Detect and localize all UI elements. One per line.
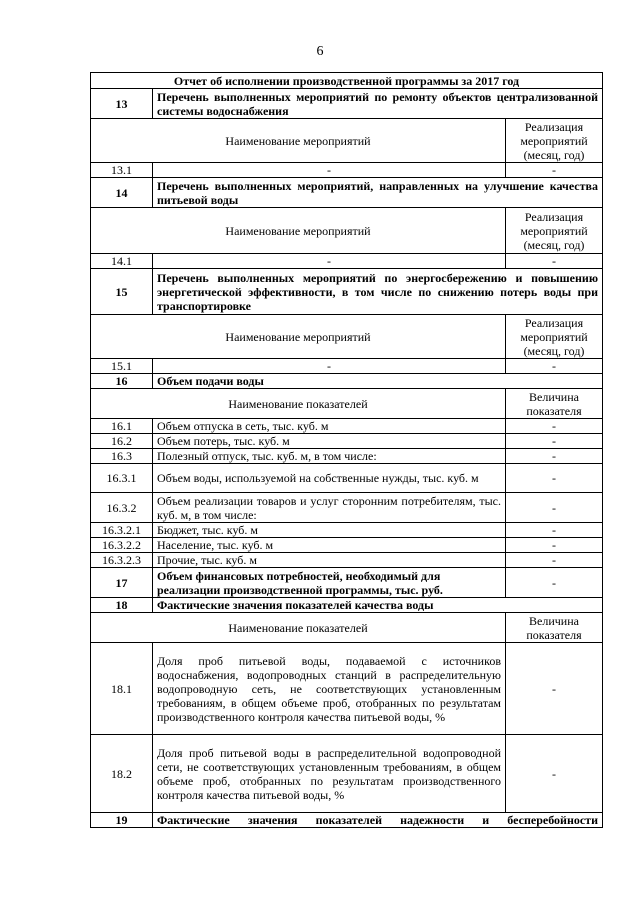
report-title: Отчет об исполнении производственной программы за 2017 год <box>91 73 603 89</box>
indicator-value: - <box>506 434 603 449</box>
table-row <box>91 359 603 374</box>
section-16-number: 16 <box>91 374 153 389</box>
table-row <box>91 493 603 523</box>
table-row <box>91 538 603 553</box>
measures-column-header: Наименование мероприятий <box>91 315 506 359</box>
row-number: 18.1 <box>91 643 153 735</box>
section-17-title: Объем финансовых потребностей, необходимый для реализации производственной программы, тыс. руб. <box>153 568 506 598</box>
table-row <box>91 643 603 735</box>
section-16-title: Объем подачи воды <box>153 374 603 389</box>
section-13-number: 13 <box>91 89 153 119</box>
measure-realization: - <box>506 163 603 178</box>
section-13-row <box>91 89 603 119</box>
table-row <box>91 735 603 813</box>
indicator-value: - <box>506 449 603 464</box>
indicators-column-header: Наименование показателей <box>91 389 506 419</box>
table-row <box>91 419 603 434</box>
row-number: 13.1 <box>91 163 153 178</box>
indicator-name: Население, тыс. куб. м <box>153 538 506 553</box>
section-13-title: Перечень выполненных мероприятий по ремонту объектов централизованной системы водоснабжения <box>153 89 603 119</box>
section-18-row <box>91 598 603 613</box>
measure-realization: - <box>506 359 603 374</box>
row-number: 16.3.2 <box>91 493 153 523</box>
realization-column-header: Реализация мероприятий (месяц, год) <box>506 208 603 254</box>
row-number: 16.2 <box>91 434 153 449</box>
production-program-report-table <box>90 72 603 828</box>
section-18-title: Фактические значения показателей качества воды <box>153 598 603 613</box>
report-title-row <box>91 73 603 89</box>
section-17-value: - <box>506 568 603 598</box>
section-14-row <box>91 178 603 208</box>
indicator-value: - <box>506 553 603 568</box>
table-row <box>91 464 603 493</box>
indicator-name: Объем воды, используемой на собственные нужды, тыс. куб. м <box>153 464 506 493</box>
indicator-name: Прочие, тыс. куб. м <box>153 553 506 568</box>
indicator-value: - <box>506 735 603 813</box>
row-number: 16.1 <box>91 419 153 434</box>
section-15-header-row <box>91 315 603 359</box>
indicator-value: - <box>506 523 603 538</box>
measures-column-header: Наименование мероприятий <box>91 208 506 254</box>
row-number: 16.3.1 <box>91 464 153 493</box>
indicator-value: - <box>506 493 603 523</box>
indicator-value: - <box>506 538 603 553</box>
table-row <box>91 449 603 464</box>
row-number: 16.3.2.1 <box>91 523 153 538</box>
row-number: 16.3 <box>91 449 153 464</box>
measure-name: - <box>153 359 506 374</box>
section-14-header-row <box>91 208 603 254</box>
table-row <box>91 553 603 568</box>
value-column-header: Величина показателя <box>506 389 603 419</box>
section-13-header-row <box>91 119 603 163</box>
indicator-name: Доля проб питьевой воды в распределительной водопроводной сети, не соответствующих установленным требованиям, в общем объеме проб, отобранных по результатам производственного контроля качества питьевой воды, % <box>153 735 506 813</box>
section-19-number: 19 <box>91 813 153 828</box>
table-row <box>91 254 603 269</box>
realization-column-header: Реализация мероприятий (месяц, год) <box>506 315 603 359</box>
measure-name: - <box>153 254 506 269</box>
page-number: 6 <box>316 44 324 59</box>
indicator-name: Доля проб питьевой воды, подаваемой с источников водоснабжения, водопроводных станций в распределительную водопроводную сеть, не соответствующих установленным требованиям, в общем объеме проб, отобранных по результатам производственного контроля качества питьевой воды, % <box>153 643 506 735</box>
row-number: 14.1 <box>91 254 153 269</box>
section-15-number: 15 <box>91 269 153 315</box>
section-18-header-row <box>91 613 603 643</box>
row-number: 15.1 <box>91 359 153 374</box>
table-row <box>91 163 603 178</box>
section-16-row <box>91 374 603 389</box>
section-19-row <box>91 813 603 828</box>
row-number: 16.3.2.2 <box>91 538 153 553</box>
indicator-name: Объем реализации товаров и услуг сторонним потребителям, тыс. куб. м, в том числе: <box>153 493 506 523</box>
measures-column-header: Наименование мероприятий <box>91 119 506 163</box>
indicator-name: Бюджет, тыс. куб. м <box>153 523 506 538</box>
indicator-name: Объем потерь, тыс. куб. м <box>153 434 506 449</box>
indicator-value: - <box>506 464 603 493</box>
indicators-column-header: Наименование показателей <box>91 613 506 643</box>
section-14-number: 14 <box>91 178 153 208</box>
section-17-number: 17 <box>91 568 153 598</box>
table-row <box>91 434 603 449</box>
section-15-row <box>91 269 603 315</box>
section-17-row <box>91 568 603 598</box>
section-19-title: Фактические значения показателей надежности и бесперебойности <box>153 813 603 828</box>
indicator-name: Полезный отпуск, тыс. куб. м, в том числе: <box>153 449 506 464</box>
indicator-name: Объем отпуска в сеть, тыс. куб. м <box>153 419 506 434</box>
indicator-value: - <box>506 643 603 735</box>
measure-name: - <box>153 163 506 178</box>
section-14-title: Перечень выполненных мероприятий, направленных на улучшение качества питьевой воды <box>153 178 603 208</box>
section-15-title: Перечень выполненных мероприятий по энергосбережению и повышению энергетической эффективности, в том числе по снижению потерь воды при транспортировке <box>153 269 603 315</box>
value-column-header: Величина показателя <box>506 613 603 643</box>
row-number: 18.2 <box>91 735 153 813</box>
indicator-value: - <box>506 419 603 434</box>
section-16-header-row <box>91 389 603 419</box>
realization-column-header: Реализация мероприятий (месяц, год) <box>506 119 603 163</box>
row-number: 16.3.2.3 <box>91 553 153 568</box>
section-18-number: 18 <box>91 598 153 613</box>
table-row <box>91 523 603 538</box>
measure-realization: - <box>506 254 603 269</box>
